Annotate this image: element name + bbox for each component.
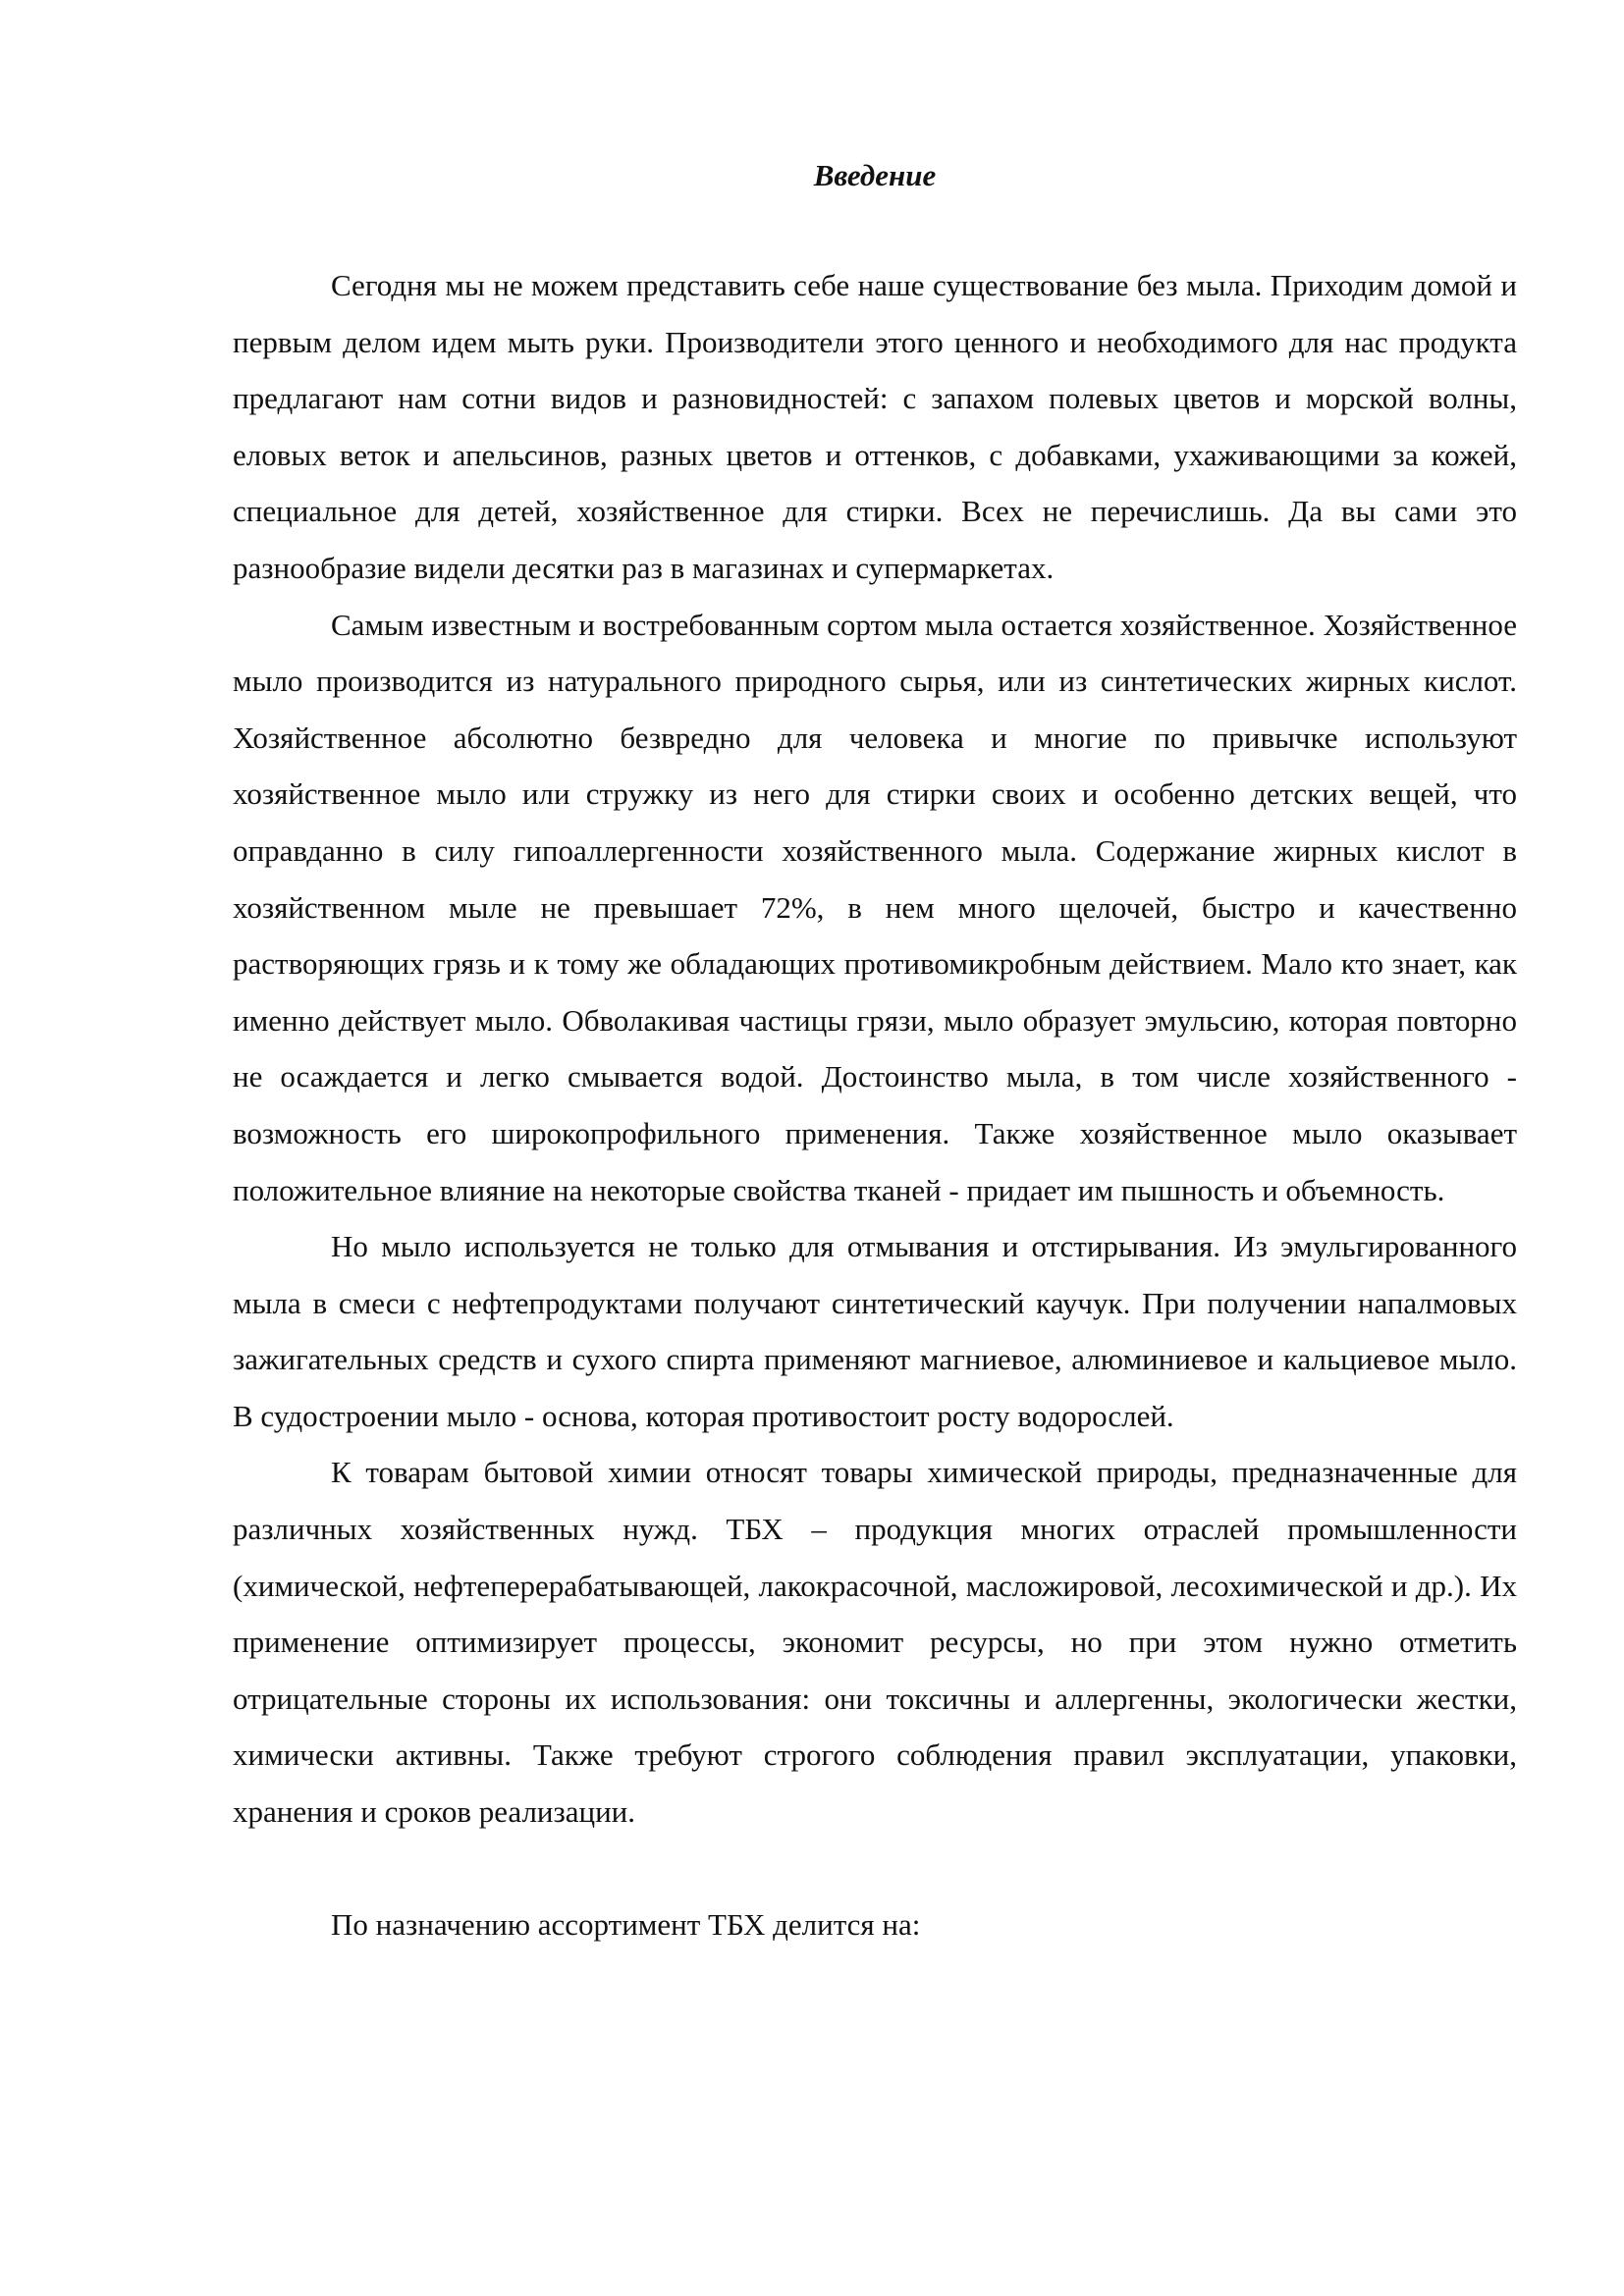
paragraph-household-chemicals: К товарам бытовой химии относят товары химической природы, предназначенные для различных хозяйственных нужд. ТБХ – продукция многих отраслей промышленности (химической, нефтеперерабатывающей, лакокрасочной, масложировой, лесохимической и др.). Их применение оптимизирует процессы, экономит ресурсы, но при этом нужно отметить отрицательные стороны их использования: они токсичны и аллергенны, экологически жестки, химически активны. Также требуют строгого соблюдения правил эксплуатации, упаковки, хранения и сроков реализации.	[233, 1455, 1517, 1830]
paragraph-household-soap: Самым известным и востребованным сортом мыла остается хозяйственное. Хозяйственное мыло производится из натурального природного сырья, или из синтетических жирных кислот. Хозяйственное абсолютно безвредно для человека и многие по привычке используют хозяйственное мыло или стружку из него для стирки своих и особенно детских вещей, что оправданно в силу гипоаллергенности хозяйственного мыла. Содержание жирных кислот в хозяйственном мыле не превышает 72%, в нем много щелочей, быстро и качественно растворяющих грязь и к тому же обладающих противомикробным действием. Мало кто знает, как именно действует мыло. Обволакивая частицы грязи, мыло образует эмульсию, которая повторно не осаждается и легко смывается водой. Достоинство мыла, в том числе хозяйственного - возможность его широкопрофильного применения. Также хозяйственное мыло оказывает положительное влияние на некоторые свойства тканей - придает им пышность и объемность.	[233, 607, 1517, 1207]
page-title: Введение	[813, 158, 937, 192]
paragraph-soap-uses: Но мыло используется не только для отмывания и отстирывания. Из эмульгированного мыла в смеси с нефтепродуктами получают синтетический каучук. При получении напалмовых зажигательных средств и сухого спирта применяют магниевое, алюминиевое и кальциевое мыло. В судостроении мыло - основа, которая противостоит росту водорослей.	[233, 1229, 1517, 1433]
document-body	[233, 257, 1517, 1952]
paragraph-assortment-lead: По назначению ассортимент ТБХ делится на:	[331, 1906, 921, 1942]
paragraph-soap-intro: Сегодня мы не можем представить себе наше существование без мыла. Приходим домой и первым делом идем мыть руки. Производители этого ценного и необходимого для нас продукта предлагают нам сотни видов и разновидностей: с запахом полевых цветов и морской волны, еловых веток и апельсинов, разных цветов и оттенков, с добавками, ухаживающими за кожей, специальное для детей, хозяйственное для стирки. Всех не перечислишь. Да вы сами это разнообразие видели десятки раз в магазинах и супермаркетах.	[233, 268, 1517, 585]
